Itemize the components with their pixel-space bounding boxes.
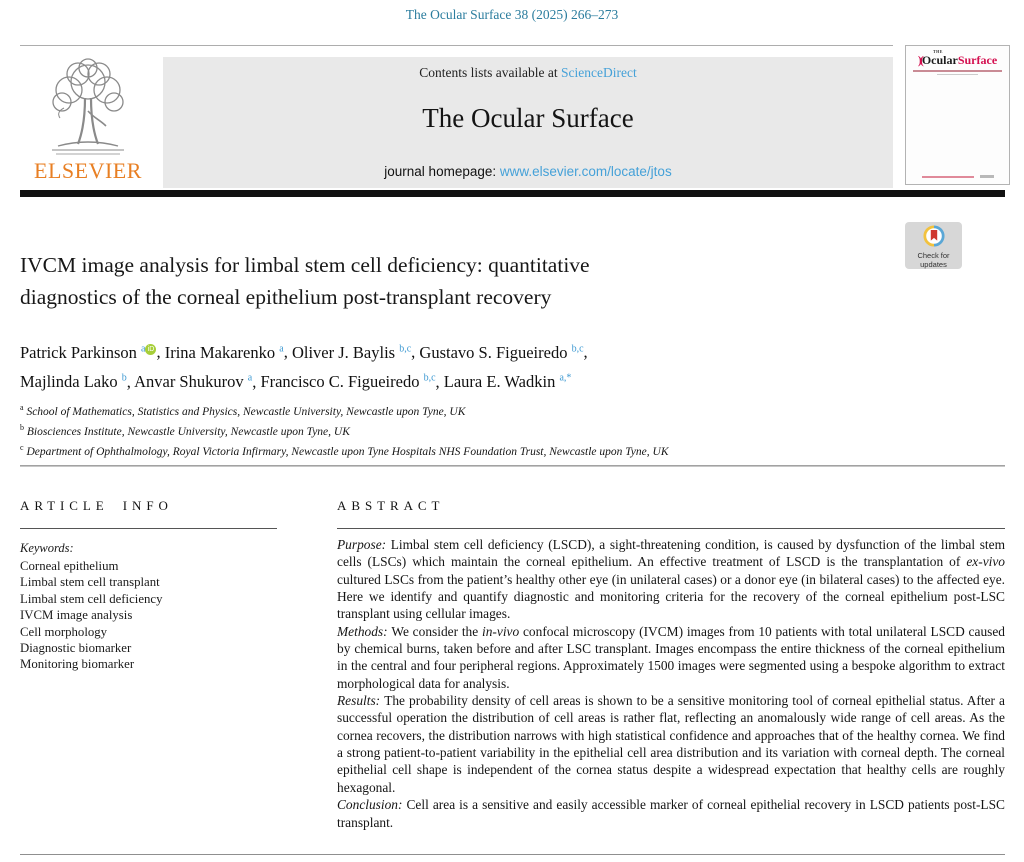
cover-subtitle-line xyxy=(913,70,1002,72)
keyword: Limbal stem cell transplant xyxy=(20,575,160,590)
author xyxy=(292,343,411,362)
cover-footer-code xyxy=(980,175,994,178)
article-title-line2: diagnostics of the corneal epithelium post-transplant recovery xyxy=(20,284,552,309)
author-list xyxy=(20,336,870,395)
author-separator: , xyxy=(435,372,444,391)
author xyxy=(165,343,284,362)
check-updates-label-line1: Check for xyxy=(917,251,950,260)
author-affil-sup: a xyxy=(247,372,253,384)
author xyxy=(20,343,156,362)
paragraph-label: Results: xyxy=(337,693,385,709)
affiliation xyxy=(20,440,920,460)
author xyxy=(134,372,252,391)
homepage-prefix: journal homepage: xyxy=(384,164,500,179)
cover-ocular-label: Ocular xyxy=(921,53,958,67)
cover-brand-mark: )( xyxy=(917,53,922,67)
journal-title: The Ocular Surface xyxy=(422,103,634,133)
author-affil-sup: b,c xyxy=(571,343,584,354)
affiliation-sup: c xyxy=(20,442,24,452)
author-name: Gustavo S. Figueiredo xyxy=(419,342,568,362)
cover-footer-url xyxy=(922,176,974,178)
author-affil-sup: b,c xyxy=(399,343,412,354)
author-separator: , xyxy=(252,372,261,391)
author-separator: , xyxy=(583,342,588,362)
paragraph-label: Purpose: xyxy=(337,537,391,552)
cover-subtitle-line2 xyxy=(937,74,978,75)
author-separator: , xyxy=(156,342,165,362)
citation-link[interactable]: The Ocular Surface 38 (2025) 266–273 xyxy=(405,7,619,22)
paragraph-text: Cell area is a sensitive and easily accessible marker of corneal epithelial recovery in LSCD patients post-LSC transplant. xyxy=(337,797,1005,830)
abstract-paragraph-results xyxy=(337,692,1005,796)
contents-prefix: Contents lists available at xyxy=(419,65,561,80)
author-name: Oliver J. Baylis xyxy=(291,342,396,362)
abstract-paragraph-conclusion xyxy=(337,796,1005,831)
affiliation-sup: a xyxy=(20,403,24,412)
author-affil-sup: a,* xyxy=(559,372,572,384)
paragraph-text: The probability density of cell areas is shown to be a sensitive monitoring tool of corneal epithelial status. After a successful operation the distribution of cell areas is rather flat, reflecting an anomalously wide range of cell areas. As the cornea recovers, the distribution narrows with high statistical confidence and approaches that of the healthy cornea. We find a strong patient-to-patient variability in the epithelial cell area distribution and its variation with corneal depth. The corneal epithelial cell shape is independent of the cornea status despite a widespread expectation that healthy cells are roughly hexagonal. xyxy=(337,693,1005,795)
keyword: IVCM image analysis xyxy=(20,608,133,623)
sciencedirect-link[interactable]: ScienceDirect xyxy=(561,65,637,80)
elsevier-wordmark: ELSEVIER xyxy=(34,158,142,183)
check-updates-icon xyxy=(923,225,945,247)
keyword: Diagnostic biomarker xyxy=(20,641,132,656)
author-name: Patrick Parkinson xyxy=(20,342,137,362)
masthead-divider-bar xyxy=(20,190,1005,197)
author-name: Irina Makarenko xyxy=(164,342,276,362)
article-title-line1: IVCM image analysis for limbal stem cell deficiency: quantitative xyxy=(20,253,590,277)
page-bottom-rule xyxy=(20,854,1005,855)
author xyxy=(444,372,572,391)
author-affil-sup: b,c xyxy=(423,372,436,384)
journal-homepage-link[interactable]: www.elsevier.com/locate/jtos xyxy=(499,164,672,179)
keywords-list xyxy=(20,558,162,673)
paragraph-text: Limbal stem cell deficiency (LSCD), a sight-threatening condition, is caused by dysfunction of the limbal stem cells (LSCs) which maintain the corneal epithelium. An effective treatment of LSCD is the transplantation of xyxy=(337,537,1005,570)
cover-the-label: THE xyxy=(933,49,943,54)
paragraph-label: Conclusion: xyxy=(337,797,407,813)
article-title xyxy=(20,250,860,313)
keyword: Corneal epithelium xyxy=(20,559,119,573)
paragraph-text: confocal microscopy (IVCM) images from 10 patients with total unilateral LSCD caused by chemical burns, taken before and after LSC transplant. Images encompass the entire thickness of the corneal epithelium in the central and four peripheral regions. Approximately 1500 images were segmented using a bespoke algorithm to extract morphological data for analysis. xyxy=(337,623,1005,691)
affiliation-list xyxy=(20,400,920,459)
affiliation xyxy=(20,400,920,420)
masthead xyxy=(163,57,893,188)
paragraph-label: Methods: xyxy=(337,623,392,639)
keywords-label: Keywords: xyxy=(20,541,74,555)
paragraph-text-italic: ex-vivo xyxy=(966,554,1005,570)
article-info-rule xyxy=(20,528,277,529)
check-updates-badge[interactable] xyxy=(905,222,962,269)
author-separator: , xyxy=(283,342,292,362)
author-row xyxy=(20,336,870,366)
article-info-heading: ARTICLE INFO xyxy=(20,498,173,513)
affiliation-text: Department of Ophthalmology, Royal Victoria Infirmary, Newcastle upon Tyne Hospitals NHS Foundation Trust, Newcastle upon Tyne, UK xyxy=(23,445,669,458)
affiliation-text: Biosciences Institute, Newcastle University, Newcastle upon Tyne, UK xyxy=(24,425,350,438)
affiliation-text: School of Mathematics, Statistics and Physics, Newcastle University, Newcastle upon Tyne, UK xyxy=(23,405,466,418)
affiliation-sup: b xyxy=(20,422,24,432)
author-separator: , xyxy=(411,342,420,362)
keyword: Cell morphology xyxy=(20,624,108,639)
abstract-body xyxy=(337,536,1005,831)
section-divider-rule xyxy=(20,465,1005,467)
elsevier-logo xyxy=(18,56,158,188)
author-row xyxy=(20,366,870,396)
author-affil-sup: a xyxy=(141,343,146,354)
contents-line xyxy=(163,65,893,81)
abstract-rule xyxy=(337,528,1005,529)
author-name: Laura E. Wadkin xyxy=(443,372,556,391)
author xyxy=(20,372,127,391)
cover-logo xyxy=(906,49,1009,68)
check-updates-label-line2: updates xyxy=(920,259,947,269)
affiliation xyxy=(20,420,920,440)
abstract-heading: ABSTRACT xyxy=(337,498,445,513)
author xyxy=(260,372,435,391)
abstract-paragraph-purpose xyxy=(337,536,1005,623)
author-affil-sup: a xyxy=(279,343,284,354)
cover-surface-label: Surface xyxy=(957,53,998,67)
header-top-rule xyxy=(20,45,893,46)
paragraph-text: We consider the xyxy=(391,623,482,639)
author-name: Anvar Shukurov xyxy=(134,372,244,391)
paragraph-text-italic: in-vivo xyxy=(482,623,520,639)
paragraph-text: cultured LSCs from the patient’s healthy other eye (in unilateral cases) or a donor eye (in bilateral cases) to the affected eye. Here we identify and quantify diagnostic and monitoring criteria for the recovery of the corneal epithelium post-LSC transplant using cellular images. xyxy=(337,571,1005,622)
keyword: Monitoring biomarker xyxy=(20,657,135,672)
elsevier-tree-icon xyxy=(38,56,138,160)
orcid-icon[interactable]: iD xyxy=(145,344,156,355)
keyword: Limbal stem cell deficiency xyxy=(20,591,163,606)
author-name: Majlinda Lako xyxy=(20,372,118,391)
author-separator: , xyxy=(126,372,135,391)
homepage-line xyxy=(163,164,893,179)
cover-footer xyxy=(906,175,1009,178)
author xyxy=(419,343,583,362)
journal-cover-thumbnail xyxy=(905,45,1010,185)
abstract-paragraph-methods xyxy=(337,623,1005,692)
author-affil-sup: b xyxy=(121,372,127,384)
author-name: Francisco C. Figueiredo xyxy=(260,372,420,391)
